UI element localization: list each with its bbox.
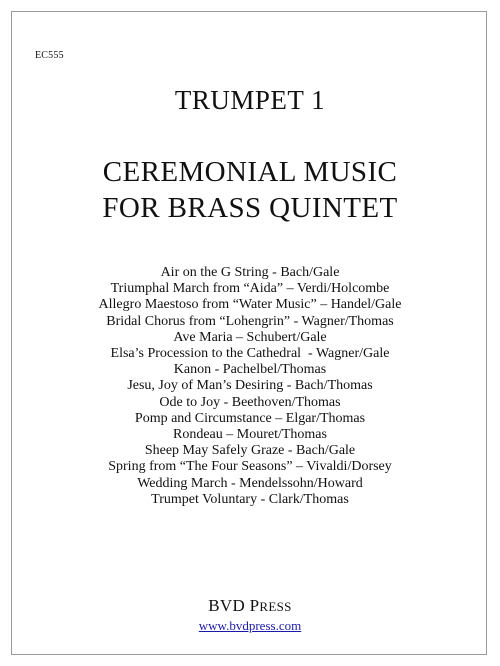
contents-item: Trumpet Voluntary - Clark/Thomas <box>151 491 349 507</box>
contents-item: Elsa’s Procession to the Cathedral - Wagner/Gale <box>110 346 390 362</box>
main-title-line-2: FOR BRASS QUINTET <box>102 192 398 224</box>
website <box>0 618 500 634</box>
contents-item: Rondeau – Mouret/Thomas <box>173 427 327 443</box>
contents-item: Ode to Joy - Beethoven/Thomas <box>159 394 341 410</box>
contents-item: Air on the G String - Bach/Gale <box>160 265 340 280</box>
part-title: TRUMPET 1 <box>174 85 326 115</box>
contents-item: Bridal Chorus from “Lohengrin” - Wagner/Thomas <box>106 313 394 329</box>
catalog-code: EC555 <box>35 50 64 61</box>
publisher-name-main: BVD P <box>208 596 260 615</box>
contents-item: Triumphal March from “Aida” – Verdi/Holcombe <box>110 281 390 297</box>
main-title-line-1: CEREMONIAL MUSIC <box>102 156 398 188</box>
contents-item: Wedding March - Mendelssohn/Howard <box>137 475 363 491</box>
contents-item: Sheep May Safely Graze - Bach/Gale <box>144 443 356 459</box>
main-title <box>0 154 500 226</box>
contents-item: Jesu, Joy of Man’s Desiring - Bach/Thomas <box>127 378 373 394</box>
publisher-name-smallcaps: RESS <box>259 599 292 614</box>
publisher-name <box>0 596 500 616</box>
contents-item: Pomp and Circumstance – Elgar/Thomas <box>134 410 366 426</box>
website-link[interactable]: www.bvdpress.com <box>198 618 302 633</box>
contents-item: Ave Maria – Schubert/Gale <box>173 329 327 345</box>
contents-list <box>0 265 500 508</box>
contents-item: Kanon - Pachelbel/Thomas <box>173 362 327 378</box>
contents-item: Spring from “The Four Seasons” – Vivaldi/Dorsey <box>108 459 392 475</box>
contents-item: Allegro Maestoso from “Water Music” – Handel/Gale <box>98 297 402 313</box>
